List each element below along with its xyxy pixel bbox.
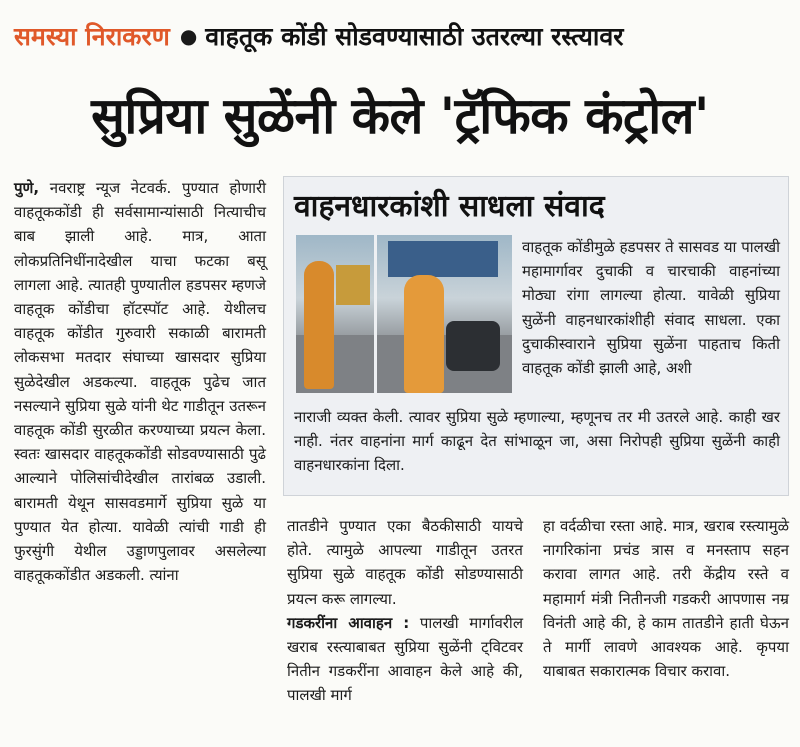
article-column-left	[14, 176, 266, 587]
kicker-line	[14, 16, 786, 56]
news-photo	[296, 235, 512, 393]
box-text-full	[294, 405, 780, 478]
photo-motorbike	[446, 321, 500, 371]
box-paragraph: वाहतूक कोंडीमुळे हडपसर ते सासवड या पालखी महामार्गावर दुचाकी व चारचाकी वाहनांच्या मोठ्या रांगा लागल्या होत्या. यावेळी सुप्रिया सुळेंनी वाहनधारकांशीही संवाद साधला. एका दुचाकीस्वाराने सुप्रिया सुळेंना पाहताच किती वाहतूक कोंडी झाली आहे, अशी	[522, 238, 780, 378]
sidebar-box	[283, 176, 789, 496]
dateline: पुणे,	[14, 179, 40, 197]
mid-column-text-2: पालखी मार्गावरील खराब रस्त्याबाबत सुप्रिया सुळेंनी ट्विटवर नितीन गडकरींना आवाहन केले आहे की, पालखी मार्ग	[287, 613, 523, 705]
kicker-text: वाहतूक कोंडी सोडवण्यासाठी उतरल्या रस्त्यावर	[205, 22, 624, 51]
left-column-text: नवराष्ट्र न्यूज नेटवर्क. पुण्यात होणारी वाहतूककोंडी ही सर्वसामान्यांसाठी नित्याचीच बाब झाली आहे. मात्र, आता लोकप्रतिनिधींनादेखील याचा फटका बसू लागला आहे. त्यातही पुण्यातील हडपसर म्हणजे वाहतूक कोंडीचा हॉटस्पॉट आहे. येथीलच वाहतूक कोंडीत गुरुवारी सकाळी बारामती लोकसभा मतदार संघाच्या खासदार सुप्रिया सुळेदेखील अडकल्या. वाहतूक पुढेच जात नसल्याने सुप्रिया सुळे यांनी थेट गाडीतून उतरून वाहतूक कोंडी सुरळीत करण्याच्या प्रयत्न केला. स्वतः खासदार वाहतूककोंडी सोडवण्यासाठी पुढे आल्याने पोलिसांचीदेखील तारांबळ उडाली. बारामती येथून सासवडमार्गे सुप्रिया सुळे या पुण्यात येत होत्या. यावेळी त्यांची गाडी ही फुरसुंगी येथील उड्डाणपुलावर असलेल्या वाहतूककोंडीत अडकली. त्यांना	[14, 179, 266, 585]
photo-truck	[336, 265, 370, 305]
photo-divider	[374, 235, 377, 393]
mid-column-text: तातडीने पुण्यात एका बैठकीसाठी यायचे होते. त्यामुळे आपल्या गाडीतून उतरत सुप्रिया सुळे वाहतूक कोंडी सोडण्यासाठी प्रयत्न करू लागल्या.	[287, 517, 523, 608]
bullet-icon: ●	[179, 24, 198, 48]
photo-person	[404, 275, 444, 393]
box-text-right	[522, 235, 780, 380]
section-tag: समस्या निराकरण	[14, 22, 170, 51]
subhead: गडकरींना आवाहन :	[287, 613, 410, 632]
right-column-text: हा वर्दळीचा रस्ता आहे. मात्र, खराब रस्त्यामुळे नागरिकांना प्रचंड त्रास व मनस्ताप सहन करावा लागत आहे. तरी केंद्रीय रस्ते व महामार्ग मंत्री नितीनजी गडकरी आपणास नम्र विनंती आहे की, हे काम तातडीने हाती घेऊन ते मार्गी लावणे आवश्यक आहे. कृपया याबाबत सकारात्मक विचार करावा.	[543, 517, 789, 681]
photo-bus	[388, 241, 498, 277]
box-heading: वाहनधारकांशी साधला संवाद	[294, 189, 605, 224]
article-column-right	[543, 514, 789, 683]
box-paragraph: नाराजी व्यक्त केली. त्यावर सुप्रिया सुळे म्हणाल्या, म्हणूनच तर मी उतरले आहे. काही खर नाही. नंतर वाहनांना मार्ग काढून देत सांभाळून जा, असा निरोपही सुप्रिया सुळेंनी काही वाहनधारकांना दिला.	[294, 408, 780, 475]
photo-person	[304, 261, 334, 389]
headline: सुप्रिया सुळेंनी केले 'ट्रॅफिक कंट्रोल'	[91, 86, 709, 145]
article-column-middle	[287, 514, 523, 708]
